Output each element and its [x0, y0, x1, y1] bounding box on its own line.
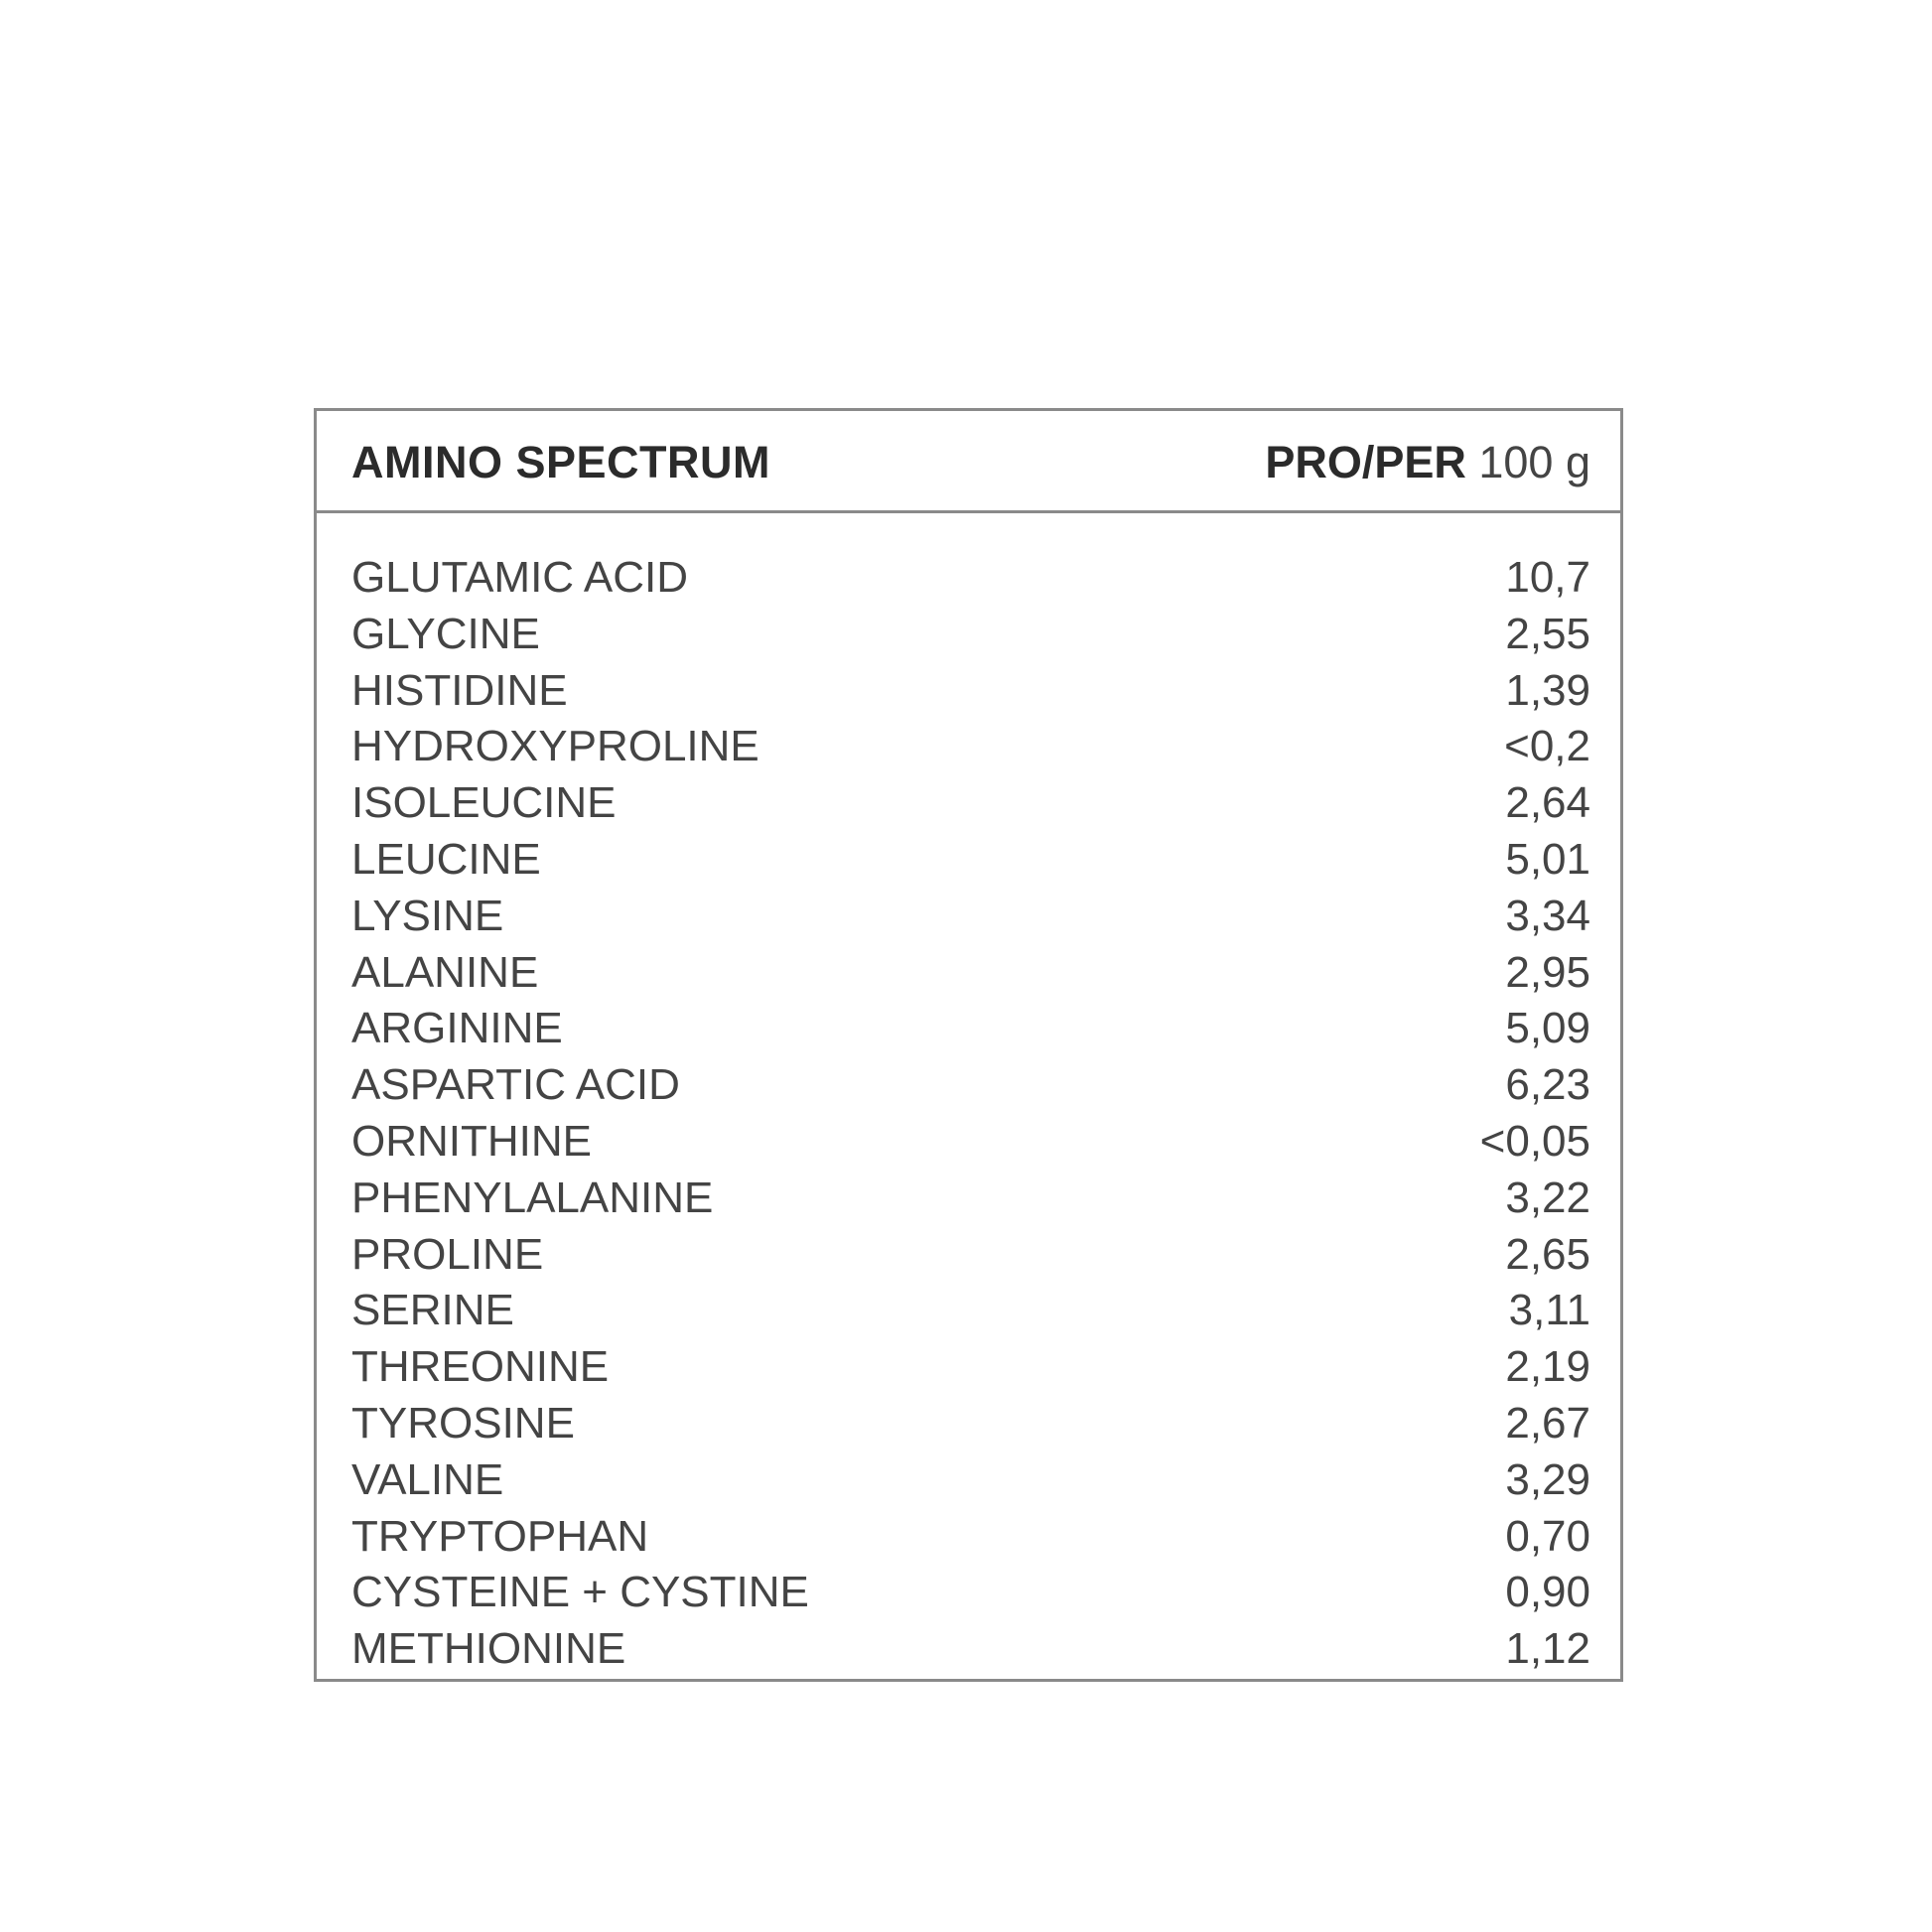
amino-acid-value: 3,11	[1508, 1286, 1590, 1335]
amino-acid-name: ALANINE	[351, 947, 539, 997]
amino-acid-name: VALINE	[351, 1454, 504, 1504]
table-row	[351, 832, 1590, 889]
table-row	[351, 1565, 1590, 1621]
table-row	[351, 1509, 1590, 1566]
amino-acid-value: 10,7	[1505, 553, 1590, 602]
amino-acid-name: SERINE	[351, 1286, 514, 1335]
table-row	[351, 775, 1590, 832]
table-row	[351, 1114, 1590, 1171]
amino-acid-name: THREONINE	[351, 1342, 610, 1392]
amino-acid-name: ISOLEUCINE	[351, 778, 617, 828]
table-row	[351, 1452, 1590, 1509]
amino-acid-value: 2,95	[1505, 947, 1590, 997]
amino-acid-name: ARGININE	[351, 1004, 563, 1053]
amino-acid-name: LEUCINE	[351, 834, 541, 884]
amino-acid-name: PHENYLALANINE	[351, 1173, 714, 1222]
amino-acid-value: 0,90	[1505, 1568, 1590, 1617]
amino-acid-name: GLYCINE	[351, 609, 540, 658]
table-row	[351, 889, 1590, 945]
amino-spectrum-table	[314, 408, 1623, 1682]
table-row	[351, 1339, 1590, 1396]
table-row	[351, 1001, 1590, 1057]
amino-acid-value: 5,09	[1505, 1004, 1590, 1053]
amino-acid-value: 1,12	[1505, 1624, 1590, 1674]
amino-acid-value: 3,34	[1505, 891, 1590, 940]
amino-acid-name: ORNITHINE	[351, 1116, 592, 1166]
unit-label-bold: PRO/PER	[1265, 437, 1466, 487]
amino-acid-name: HYDROXYPROLINE	[351, 722, 759, 771]
amino-acid-value: 2,64	[1505, 778, 1590, 828]
amino-acid-value: 0,70	[1505, 1511, 1590, 1561]
table-row	[351, 1621, 1590, 1678]
amino-acid-name: GLUTAMIC ACID	[351, 553, 689, 602]
amino-acid-value: 2,67	[1505, 1398, 1590, 1448]
table-row	[351, 945, 1590, 1002]
table-row	[351, 1283, 1590, 1339]
amino-acid-value: 3,22	[1505, 1173, 1590, 1222]
table-header	[317, 411, 1620, 513]
table-body	[351, 550, 1590, 1678]
amino-acid-name: ASPARTIC ACID	[351, 1060, 680, 1110]
table-title: AMINO SPECTRUM	[351, 437, 770, 487]
table-row	[351, 663, 1590, 720]
table-row	[351, 550, 1590, 607]
amino-acid-value: 2,65	[1505, 1229, 1590, 1279]
table-row	[351, 1227, 1590, 1284]
amino-acid-value: 2,55	[1505, 609, 1590, 658]
amino-acid-value: 5,01	[1505, 834, 1590, 884]
amino-acid-name: CYSTEINE + CYSTINE	[351, 1568, 809, 1617]
amino-acid-value: 6,23	[1505, 1060, 1590, 1110]
table-row	[351, 1057, 1590, 1114]
unit-label	[1265, 437, 1590, 488]
unit-label-amount: 100 g	[1478, 437, 1590, 487]
amino-acid-name: PROLINE	[351, 1229, 544, 1279]
amino-acid-name: LYSINE	[351, 891, 504, 940]
amino-acid-name: METHIONINE	[351, 1624, 626, 1674]
amino-acid-value: 1,39	[1505, 665, 1590, 715]
table-row	[351, 1396, 1590, 1452]
amino-acid-name: TYROSINE	[351, 1398, 575, 1448]
table-row	[351, 719, 1590, 775]
amino-acid-value: 3,29	[1505, 1454, 1590, 1504]
amino-acid-value: <0,2	[1504, 722, 1590, 771]
amino-acid-name: HISTIDINE	[351, 665, 568, 715]
amino-acid-name: TRYPTOPHAN	[351, 1511, 649, 1561]
table-row	[351, 607, 1590, 663]
amino-acid-value: 2,19	[1505, 1342, 1590, 1392]
table-row	[351, 1171, 1590, 1227]
amino-acid-value: <0,05	[1479, 1116, 1590, 1166]
